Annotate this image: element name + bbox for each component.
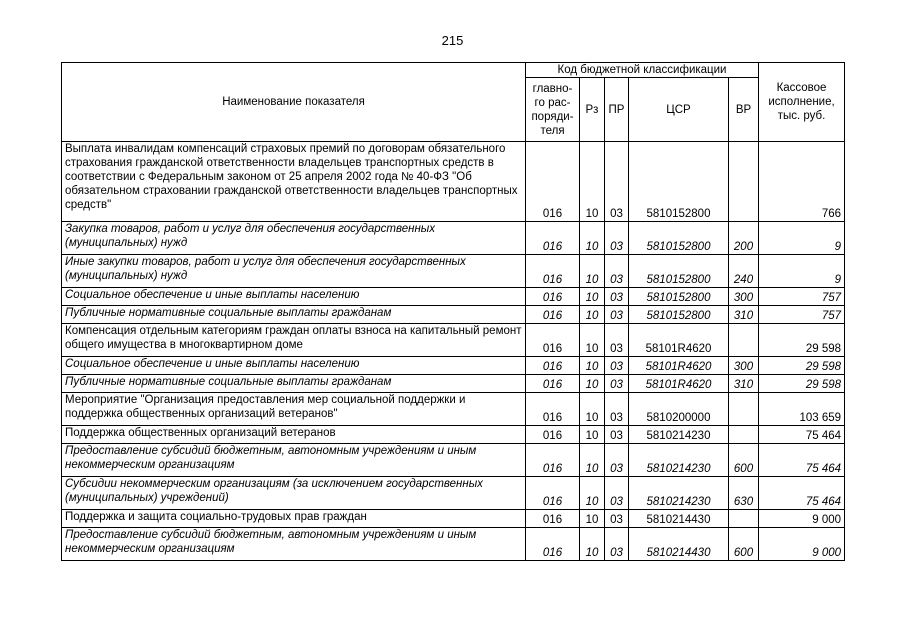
row-pr: 03 [605, 375, 629, 393]
row-rz: 10 [580, 222, 605, 255]
row-csr: 58101R4620 [629, 324, 729, 357]
row-vr: 600 [729, 528, 759, 561]
row-main-manager: 016 [526, 510, 580, 528]
row-name: Закупка товаров, работ и услуг для обеспечения государственных (муниципальных) нужд [62, 222, 526, 255]
row-main-manager: 016 [526, 477, 580, 510]
budget-table [61, 62, 845, 561]
row-amount: 757 [759, 306, 845, 324]
row-pr: 03 [605, 477, 629, 510]
row-amount: 9 [759, 255, 845, 288]
table-row [62, 306, 845, 324]
row-vr: 300 [729, 288, 759, 306]
row-csr: 5810152800 [629, 306, 729, 324]
row-csr: 5810200000 [629, 393, 729, 426]
row-main-manager: 016 [526, 222, 580, 255]
table-header [62, 63, 845, 142]
row-vr [729, 510, 759, 528]
row-csr: 5810152800 [629, 255, 729, 288]
header-classification-code: Код бюджетной классификации [526, 63, 759, 78]
row-pr: 03 [605, 393, 629, 426]
row-pr: 03 [605, 510, 629, 528]
row-vr: 310 [729, 375, 759, 393]
row-rz: 10 [580, 375, 605, 393]
row-pr: 03 [605, 444, 629, 477]
row-name: Социальное обеспечение и иные выплаты населению [62, 288, 526, 306]
header-main-manager: главно-го рас-поряди-теля [526, 78, 580, 142]
row-name: Иные закупки товаров, работ и услуг для обеспечения государственных (муниципальных) нужд [62, 255, 526, 288]
row-name: Мероприятие "Организация предоставления мер социальной поддержки и поддержка общественных организаций ветеранов" [62, 393, 526, 426]
table-row [62, 477, 845, 510]
row-main-manager: 016 [526, 306, 580, 324]
row-csr: 5810214230 [629, 477, 729, 510]
row-vr: 630 [729, 477, 759, 510]
table-body [62, 142, 845, 561]
row-rz: 10 [580, 444, 605, 477]
table-row [62, 222, 845, 255]
row-csr: 58101R4620 [629, 357, 729, 375]
row-amount: 9 000 [759, 528, 845, 561]
row-csr: 5810152800 [629, 288, 729, 306]
row-main-manager: 016 [526, 393, 580, 426]
row-pr: 03 [605, 142, 629, 222]
row-pr: 03 [605, 288, 629, 306]
page-number: 215 [441, 33, 464, 48]
row-amount: 29 598 [759, 375, 845, 393]
row-name: Публичные нормативные социальные выплаты гражданам [62, 375, 526, 393]
row-pr: 03 [605, 528, 629, 561]
header-csr: ЦСР [629, 78, 729, 142]
row-amount: 103 659 [759, 393, 845, 426]
row-name: Поддержка общественных организаций ветеранов [62, 426, 526, 444]
row-main-manager: 016 [526, 324, 580, 357]
table-row [62, 510, 845, 528]
table-row [62, 288, 845, 306]
header-rz: Рз [580, 78, 605, 142]
row-pr: 03 [605, 357, 629, 375]
table-row [62, 528, 845, 561]
row-vr: 200 [729, 222, 759, 255]
row-name: Субсидии некоммерческим организациям (за исключением государственных (муниципальных) учреждений) [62, 477, 526, 510]
row-pr: 03 [605, 222, 629, 255]
header-cash-execution: Кассовое исполнение, тыс. руб. [759, 63, 845, 142]
row-rz: 10 [580, 477, 605, 510]
row-rz: 10 [580, 393, 605, 426]
row-name: Выплата инвалидам компенсаций страховых премий по договорам обязательного страхования гражданской ответственности владельцев транспортных средств в соответствии с Федеральным законом от 25 апреля 2002 года № 40-ФЗ "Об обязательном страховании гражданской ответственности владельцев транспортных средств" [62, 142, 526, 222]
row-amount: 766 [759, 142, 845, 222]
table-row [62, 393, 845, 426]
row-main-manager: 016 [526, 528, 580, 561]
row-rz: 10 [580, 426, 605, 444]
header-vr: ВР [729, 78, 759, 142]
row-name: Предоставление субсидий бюджетным, автономным учреждениям и иным некоммерческим организациям [62, 444, 526, 477]
row-rz: 10 [580, 255, 605, 288]
row-csr: 5810214230 [629, 426, 729, 444]
row-amount: 9 [759, 222, 845, 255]
row-amount: 75 464 [759, 426, 845, 444]
row-main-manager: 016 [526, 255, 580, 288]
table-row [62, 255, 845, 288]
row-vr [729, 426, 759, 444]
row-rz: 10 [580, 306, 605, 324]
header-pr: ПР [605, 78, 629, 142]
row-amount: 75 464 [759, 477, 845, 510]
table-row [62, 444, 845, 477]
row-csr: 58101R4620 [629, 375, 729, 393]
row-rz: 10 [580, 528, 605, 561]
header-name: Наименование показателя [62, 63, 526, 142]
row-pr: 03 [605, 306, 629, 324]
table-row [62, 142, 845, 222]
row-main-manager: 016 [526, 357, 580, 375]
row-main-manager: 016 [526, 288, 580, 306]
row-main-manager: 016 [526, 375, 580, 393]
row-name: Компенсация отдельным категориям граждан оплаты взноса на капитальный ремонт общего имущества в многоквартирном доме [62, 324, 526, 357]
row-name: Публичные нормативные социальные выплаты гражданам [62, 306, 526, 324]
row-vr: 600 [729, 444, 759, 477]
row-pr: 03 [605, 255, 629, 288]
row-vr [729, 324, 759, 357]
row-rz: 10 [580, 510, 605, 528]
row-name: Социальное обеспечение и иные выплаты населению [62, 357, 526, 375]
row-amount: 29 598 [759, 357, 845, 375]
row-amount: 757 [759, 288, 845, 306]
row-name: Поддержка и защита социально-трудовых прав граждан [62, 510, 526, 528]
row-vr: 240 [729, 255, 759, 288]
table-row [62, 324, 845, 357]
table-row [62, 357, 845, 375]
row-name: Предоставление субсидий бюджетным, автономным учреждениям и иным некоммерческим организациям [62, 528, 526, 561]
row-vr [729, 142, 759, 222]
row-main-manager: 016 [526, 142, 580, 222]
table-row [62, 426, 845, 444]
row-vr: 300 [729, 357, 759, 375]
row-csr: 5810152800 [629, 142, 729, 222]
row-pr: 03 [605, 324, 629, 357]
row-rz: 10 [580, 324, 605, 357]
row-csr: 5810214430 [629, 528, 729, 561]
row-vr [729, 393, 759, 426]
row-amount: 75 464 [759, 444, 845, 477]
row-csr: 5810152800 [629, 222, 729, 255]
table-row [62, 375, 845, 393]
row-csr: 5810214430 [629, 510, 729, 528]
row-rz: 10 [580, 357, 605, 375]
row-amount: 29 598 [759, 324, 845, 357]
row-pr: 03 [605, 426, 629, 444]
row-rz: 10 [580, 142, 605, 222]
row-amount: 9 000 [759, 510, 845, 528]
row-rz: 10 [580, 288, 605, 306]
row-vr: 310 [729, 306, 759, 324]
row-main-manager: 016 [526, 426, 580, 444]
row-csr: 5810214230 [629, 444, 729, 477]
row-main-manager: 016 [526, 444, 580, 477]
